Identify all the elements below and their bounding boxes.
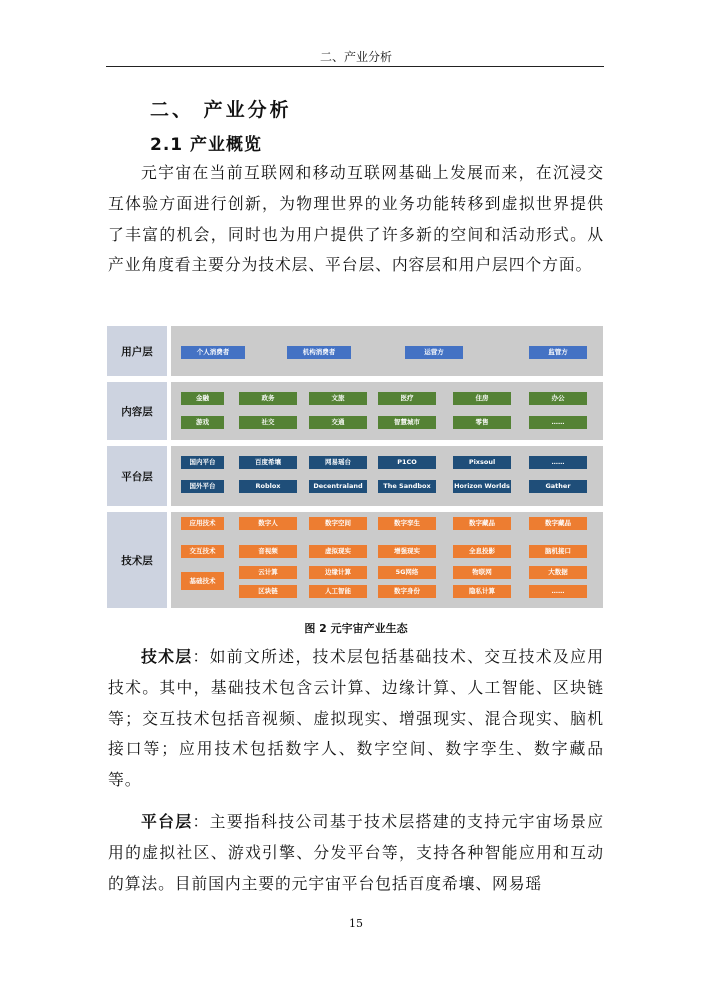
content-chip: 文旅 [309,392,367,405]
tech-row-label: 应用技术 [181,517,224,530]
tech-chip: 数字人 [239,517,297,530]
tech-chip: 数字身份 [378,585,436,598]
intro-paragraph: 元宇宙在当前互联网和移动互联网基础上发展而来，在沉浸交互体验方面进行创新，为物理世界的业务功能转移到虚拟世界提供了丰富的机会，同时也为用户提供了许多新的空间和活动形式。从产业角度看主要分为技术层、平台层、内容层和用户层四个方面。 [108,163,604,275]
content-chip: 交通 [309,416,367,429]
content-chip: 社交 [239,416,297,429]
tech-chip: 数字藏品 [453,517,511,530]
industry-ecosystem-diagram [107,326,603,608]
content-chip: 智慧城市 [378,416,436,429]
tech-chip: 脑机接口 [529,545,587,558]
platform-chip: 百度希壤 [239,456,297,469]
tech-chip: 物联网 [453,566,511,579]
tech-chip: 数字孪生 [378,517,436,530]
tech-chip: 区块链 [239,585,297,598]
content-chip: 医疗 [378,392,436,405]
platform-chip: …… [529,456,587,469]
user-layer-label: 用户层 [107,326,167,376]
header-rule [106,66,604,67]
platform-layer-label: 平台层 [107,446,167,506]
platform-chip: 网易瑶台 [309,456,367,469]
tech-row-label: 交互技术 [181,545,224,558]
tech-chip: 隐私计算 [453,585,511,598]
platform-chip: Gather [529,480,587,493]
content-chip: 住房 [453,392,511,405]
platform-chip: The Sandbox [378,480,436,493]
tech-layer-label: 技术层 [107,512,167,608]
tech-chip: 人工智能 [309,585,367,598]
content-layer-panel [171,382,603,440]
tech-chip: 5G网络 [378,566,436,579]
content-chip: 办公 [529,392,587,405]
content-chip: 政务 [239,392,297,405]
tech-chip: 大数据 [529,566,587,579]
tech-chip: 数字空间 [309,517,367,530]
tech-layer-paragraph [108,642,604,796]
user-chip: 监管方 [529,346,587,359]
platform-layer-paragraph [108,807,604,899]
content-chip: 金融 [181,392,224,405]
tech-chip: 边缘计算 [309,566,367,579]
platform-layer-term: 平台层 [141,812,193,831]
user-chip: 机构消费者 [287,346,351,359]
tech-chip: 云计算 [239,566,297,579]
tech-layer-text: ：如前文所述，技术层包括基础技术、交互技术及应用技术。其中，基础技术包含云计算、边缘计算、人工智能、区块链等；交互技术包括音视频、虚拟现实、增强现实、混合现实、脑机接口等；应用技术包括数字人、数字空间、数字孪生、数字藏品等。 [108,647,604,790]
tech-chip: 全息投影 [453,545,511,558]
tech-layer-term: 技术层 [141,647,193,666]
tech-chip: 音视频 [239,545,297,558]
tech-layer-panel [171,512,603,608]
page-number: 15 [349,917,363,930]
user-chip: 个人消费者 [181,346,245,359]
platform-layer-text: ：主要指科技公司基于技术层搭建的支持元宇宙场景应用的虚拟社区、游戏引擎、分发平台等，支持各种智能应用和互动的算法。目前国内主要的元宇宙平台包括百度希壤、网易瑶 [108,812,604,893]
tech-chip: 数字藏品 [529,517,587,530]
tech-chip: 增强现实 [378,545,436,558]
platform-chip: P1CO [378,456,436,469]
tech-chip: 虚拟现实 [309,545,367,558]
platform-layer-panel [171,446,603,506]
platform-row-label: 国内平台 [181,456,224,469]
platform-chip: Pixsoul [453,456,511,469]
tech-row-label: 基础技术 [181,572,224,590]
platform-chip: Decentraland [309,480,367,493]
platform-row-label: 国外平台 [181,480,224,493]
content-layer-label: 内容层 [107,382,167,440]
user-chip: 运营方 [405,346,463,359]
figure-caption: 图 2 元宇宙产业生态 [304,622,408,635]
content-chip: 零售 [453,416,511,429]
subsection-title: 2.1 产业概览 [150,135,263,155]
user-layer-panel [171,326,603,376]
platform-chip: Horizon Worlds [453,480,511,493]
content-chip: …… [529,416,587,429]
content-chip: 游戏 [181,416,224,429]
platform-chip: Roblox [239,480,297,493]
running-header: 二、产业分析 [319,50,392,64]
section-title: 二、 产业分析 [150,99,292,121]
tech-chip: …… [529,585,587,598]
